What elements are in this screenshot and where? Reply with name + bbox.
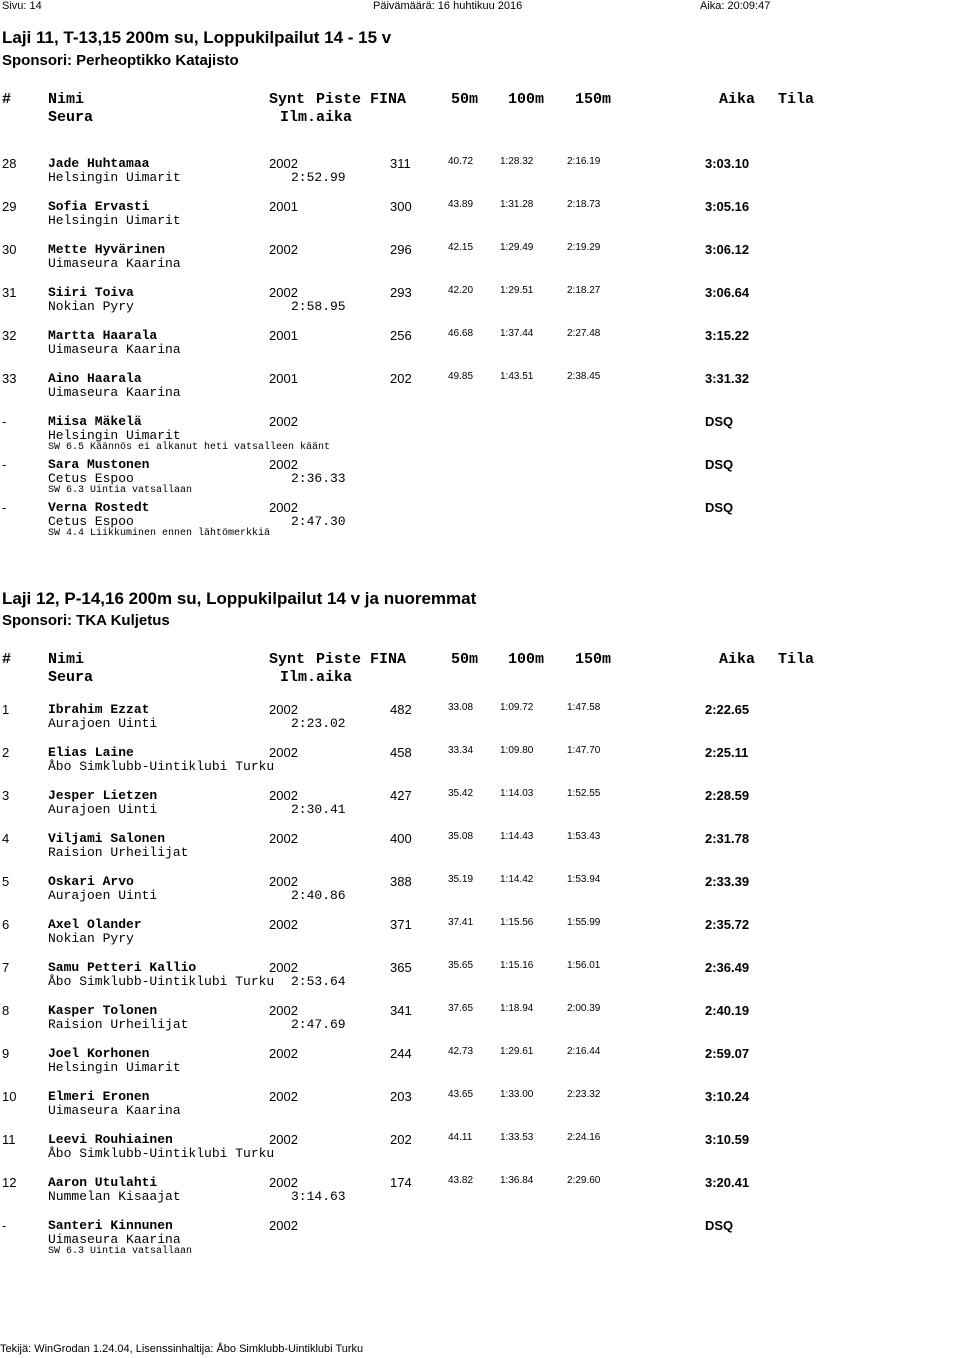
club-name: Helsingin Uimarit bbox=[48, 428, 181, 443]
split-150m: 1:56.01 bbox=[567, 960, 601, 971]
club-name: Helsingin Uimarit bbox=[48, 213, 181, 228]
result-entry bbox=[0, 831, 960, 871]
result-place: 32 bbox=[2, 328, 17, 343]
final-time: DSQ bbox=[705, 457, 734, 472]
split-100m: 1:28.32 bbox=[500, 156, 534, 167]
fina-points: 203 bbox=[390, 1089, 412, 1104]
print-time: Aika: 20:09:47 bbox=[700, 0, 771, 12]
split-100m: 1:29.61 bbox=[500, 1046, 534, 1057]
final-time: 2:31.78 bbox=[705, 831, 750, 846]
col-club: Seura bbox=[48, 109, 94, 126]
fina-points: 300 bbox=[390, 199, 412, 214]
swimmer-name: Elmeri Eronen bbox=[48, 1089, 150, 1104]
club-name: Uimaseura Kaarina bbox=[48, 1232, 181, 1247]
birth-year: 2002 bbox=[269, 242, 298, 257]
split-50m: 42.20 bbox=[448, 285, 474, 296]
swimmer-name: Martta Haarala bbox=[48, 328, 158, 343]
swimmer-name: Mette Hyvärinen bbox=[48, 242, 166, 257]
result-place: - bbox=[2, 414, 7, 429]
entry-time: 2:53.64 bbox=[291, 974, 346, 989]
split-50m: 37.41 bbox=[448, 917, 474, 928]
split-50m: 35.65 bbox=[448, 960, 474, 971]
birth-year: 2002 bbox=[269, 500, 298, 515]
birth-year: 2002 bbox=[269, 1089, 298, 1104]
split-50m: 35.08 bbox=[448, 831, 474, 842]
result-place: - bbox=[2, 500, 7, 515]
result-entry bbox=[0, 156, 960, 196]
swimmer-name: Elias Laine bbox=[48, 745, 134, 760]
result-entry bbox=[0, 371, 960, 411]
split-100m: 1:09.72 bbox=[500, 702, 534, 713]
result-entry bbox=[0, 457, 960, 497]
event-sponsor: Sponsori: Perheoptikko Katajisto bbox=[2, 52, 239, 69]
swimmer-name: Verna Rostedt bbox=[48, 500, 150, 515]
result-place: 9 bbox=[2, 1046, 10, 1061]
club-name: Åbo Simklubb-Uintiklubi Turku bbox=[48, 974, 275, 989]
fina-points: 256 bbox=[390, 328, 412, 343]
club-name: Åbo Simklubb-Uintiklubi Turku bbox=[48, 759, 275, 774]
result-place: 30 bbox=[2, 242, 17, 257]
swimmer-name: Leevi Rouhiainen bbox=[48, 1132, 173, 1147]
entry-time: 2:30.41 bbox=[291, 802, 346, 817]
print-date: Päivämäärä: 16 huhtikuu 2016 bbox=[373, 0, 523, 12]
col-entry-time: Ilm.aika bbox=[280, 109, 353, 126]
split-150m: 1:53.94 bbox=[567, 874, 601, 885]
col-name: Nimi bbox=[48, 651, 85, 668]
club-name: Cetus Espoo bbox=[48, 514, 134, 529]
event-title: Laji 11, T-13,15 200m su, Loppukilpailut 14 - 15 v bbox=[2, 28, 392, 47]
dsq-note: SW 6.3 Uintia vatsallaan bbox=[48, 1246, 193, 1257]
birth-year: 2002 bbox=[269, 1132, 298, 1147]
result-entry bbox=[0, 1132, 960, 1172]
swimmer-name: Sofia Ervasti bbox=[48, 199, 150, 214]
split-50m: 35.19 bbox=[448, 874, 474, 885]
split-150m: 2:00.39 bbox=[567, 1003, 601, 1014]
swimmer-name: Miisa Mäkelä bbox=[48, 414, 142, 429]
club-name: Uimaseura Kaarina bbox=[48, 385, 181, 400]
result-place: 12 bbox=[2, 1175, 17, 1190]
swimmer-name: Santeri Kinnunen bbox=[48, 1218, 173, 1233]
fina-points: 388 bbox=[390, 874, 412, 889]
birth-year: 2002 bbox=[269, 457, 298, 472]
split-50m: 33.34 bbox=[448, 745, 474, 756]
result-entry bbox=[0, 1218, 960, 1258]
fina-points: 427 bbox=[390, 788, 412, 803]
birth-year: 2002 bbox=[269, 156, 298, 171]
dsq-note: SW 4.4 Liikkuminen ennen lähtömerkkiä bbox=[48, 528, 271, 539]
split-50m: 35.42 bbox=[448, 788, 474, 799]
result-place: 2 bbox=[2, 745, 10, 760]
final-time: 3:05.16 bbox=[705, 199, 750, 214]
club-name: Uimaseura Kaarina bbox=[48, 342, 181, 357]
split-100m: 1:29.51 bbox=[500, 285, 534, 296]
birth-year: 2002 bbox=[269, 960, 298, 975]
entry-time: 3:14.63 bbox=[291, 1189, 346, 1204]
entry-time: 2:47.69 bbox=[291, 1017, 346, 1032]
split-100m: 1:14.43 bbox=[500, 831, 534, 842]
event-sponsor: Sponsori: TKA Kuljetus bbox=[2, 612, 170, 629]
club-name: Aurajoen Uinti bbox=[48, 888, 158, 903]
col-split100: 100m bbox=[508, 651, 545, 668]
split-50m: 37.65 bbox=[448, 1003, 474, 1014]
result-place: 1 bbox=[2, 702, 10, 717]
result-entry bbox=[0, 1046, 960, 1086]
final-time: 2:40.19 bbox=[705, 1003, 750, 1018]
split-50m: 40.72 bbox=[448, 156, 474, 167]
split-100m: 1:33.00 bbox=[500, 1089, 534, 1100]
final-time: DSQ bbox=[705, 500, 734, 515]
result-place: 3 bbox=[2, 788, 10, 803]
birth-year: 2002 bbox=[269, 917, 298, 932]
split-100m: 1:15.56 bbox=[500, 917, 534, 928]
split-100m: 1:18.94 bbox=[500, 1003, 534, 1014]
split-50m: 43.82 bbox=[448, 1175, 474, 1186]
result-entry bbox=[0, 960, 960, 1000]
birth-year: 2002 bbox=[269, 788, 298, 803]
col-year: Synt bbox=[269, 651, 306, 668]
split-150m: 2:18.27 bbox=[567, 285, 601, 296]
split-150m: 2:19.29 bbox=[567, 242, 601, 253]
birth-year: 2002 bbox=[269, 745, 298, 760]
column-header bbox=[0, 651, 960, 691]
column-header bbox=[0, 91, 960, 131]
club-name: Nummelan Kisaajat bbox=[48, 1189, 181, 1204]
birth-year: 2002 bbox=[269, 1218, 298, 1233]
fina-points: 311 bbox=[390, 156, 411, 171]
col-place: # bbox=[2, 651, 12, 668]
birth-year: 2002 bbox=[269, 831, 298, 846]
final-time: 3:10.59 bbox=[705, 1132, 750, 1147]
fina-points: 174 bbox=[390, 1175, 412, 1190]
result-entry bbox=[0, 788, 960, 828]
result-place: 4 bbox=[2, 831, 10, 846]
col-points: Piste FINA bbox=[316, 91, 407, 108]
entry-time: 2:47.30 bbox=[291, 514, 346, 529]
result-place: 5 bbox=[2, 874, 10, 889]
event-title: Laji 12, P-14,16 200m su, Loppukilpailut 14 v ja nuoremmat bbox=[2, 589, 477, 608]
split-50m: 49.85 bbox=[448, 371, 474, 382]
club-name: Nokian Pyry bbox=[48, 299, 134, 314]
page-header bbox=[0, 0, 960, 13]
swimmer-name: Jesper Lietzen bbox=[48, 788, 158, 803]
swimmer-name: Aino Haarala bbox=[48, 371, 142, 386]
col-split150: 150m bbox=[575, 91, 612, 108]
club-name: Aurajoen Uinti bbox=[48, 716, 158, 731]
split-150m: 1:47.70 bbox=[567, 745, 601, 756]
result-place: 10 bbox=[2, 1089, 17, 1104]
fina-points: 365 bbox=[390, 960, 412, 975]
col-points: Piste FINA bbox=[316, 651, 407, 668]
split-150m: 1:53.43 bbox=[567, 831, 601, 842]
split-150m: 2:23.32 bbox=[567, 1089, 601, 1100]
result-place: 11 bbox=[2, 1132, 16, 1147]
swimmer-name: Oskari Arvo bbox=[48, 874, 134, 889]
fina-points: 482 bbox=[390, 702, 412, 717]
final-time: 3:31.32 bbox=[705, 371, 750, 386]
split-150m: 1:52.55 bbox=[567, 788, 601, 799]
birth-year: 2001 bbox=[269, 371, 298, 386]
final-time: 2:35.72 bbox=[705, 917, 750, 932]
result-entry bbox=[0, 702, 960, 742]
birth-year: 2001 bbox=[269, 328, 298, 343]
split-150m: 2:24.16 bbox=[567, 1132, 601, 1143]
result-entry bbox=[0, 500, 960, 540]
result-place: - bbox=[2, 1218, 7, 1233]
result-entry bbox=[0, 199, 960, 239]
club-name: Raision Urheilijat bbox=[48, 845, 189, 860]
page-number: Sivu: 14 bbox=[2, 0, 42, 12]
swimmer-name: Aaron Utulahti bbox=[48, 1175, 158, 1190]
col-split100: 100m bbox=[508, 91, 545, 108]
entry-time: 2:52.99 bbox=[291, 170, 346, 185]
birth-year: 2002 bbox=[269, 1003, 298, 1018]
split-100m: 1:14.03 bbox=[500, 788, 534, 799]
result-entry bbox=[0, 285, 960, 325]
split-100m: 1:36.84 bbox=[500, 1175, 534, 1186]
club-name: Uimaseura Kaarina bbox=[48, 1103, 181, 1118]
result-place: 7 bbox=[2, 960, 10, 975]
final-time: 2:59.07 bbox=[705, 1046, 750, 1061]
col-final: Aika bbox=[719, 91, 756, 108]
result-place: 28 bbox=[2, 156, 17, 171]
club-name: Raision Urheilijat bbox=[48, 1017, 189, 1032]
result-entry bbox=[0, 874, 960, 914]
result-place: 33 bbox=[2, 371, 17, 386]
result-place: 29 bbox=[2, 199, 17, 214]
split-50m: 43.65 bbox=[448, 1089, 474, 1100]
final-time: 3:06.64 bbox=[705, 285, 750, 300]
birth-year: 2002 bbox=[269, 285, 298, 300]
result-place: 31 bbox=[2, 285, 17, 300]
split-100m: 1:43.51 bbox=[500, 371, 534, 382]
split-50m: 42.73 bbox=[448, 1046, 474, 1057]
final-time: 2:28.59 bbox=[705, 788, 750, 803]
col-club: Seura bbox=[48, 669, 94, 686]
fina-points: 458 bbox=[390, 745, 412, 760]
club-name: Åbo Simklubb-Uintiklubi Turku bbox=[48, 1146, 275, 1161]
split-150m: 2:29.60 bbox=[567, 1175, 601, 1186]
split-50m: 33.08 bbox=[448, 702, 474, 713]
fina-points: 371 bbox=[390, 917, 412, 932]
result-entry bbox=[0, 1003, 960, 1043]
swimmer-name: Joel Korhonen bbox=[48, 1046, 150, 1061]
entry-time: 2:58.95 bbox=[291, 299, 346, 314]
split-50m: 44.11 bbox=[448, 1132, 473, 1143]
col-split50: 50m bbox=[451, 651, 479, 668]
final-time: 2:33.39 bbox=[705, 874, 750, 889]
split-150m: 1:47.58 bbox=[567, 702, 601, 713]
final-time: 2:22.65 bbox=[705, 702, 750, 717]
final-time: 3:06.12 bbox=[705, 242, 750, 257]
split-100m: 1:15.16 bbox=[500, 960, 534, 971]
birth-year: 2002 bbox=[269, 1046, 298, 1061]
result-entry bbox=[0, 414, 960, 454]
fina-points: 202 bbox=[390, 371, 412, 386]
split-50m: 46.68 bbox=[448, 328, 474, 339]
swimmer-name: Samu Petteri Kallio bbox=[48, 960, 197, 975]
swimmer-name: Siiri Toiva bbox=[48, 285, 134, 300]
birth-year: 2002 bbox=[269, 702, 298, 717]
footer-text: Tekijä: WinGrodan 1.24.04, Lisenssinhaltija: Åbo Simklubb-Uintiklubi Turku bbox=[0, 1343, 364, 1355]
split-100m: 1:37.44 bbox=[500, 328, 534, 339]
final-time: 3:15.22 bbox=[705, 328, 750, 343]
club-name: Uimaseura Kaarina bbox=[48, 256, 181, 271]
club-name: Nokian Pyry bbox=[48, 931, 134, 946]
fina-points: 341 bbox=[390, 1003, 412, 1018]
col-year: Synt bbox=[269, 91, 306, 108]
result-place: 8 bbox=[2, 1003, 10, 1018]
entry-time: 2:40.86 bbox=[291, 888, 346, 903]
col-entry-time: Ilm.aika bbox=[280, 669, 353, 686]
final-time: 2:25.11 bbox=[705, 745, 749, 760]
result-place: - bbox=[2, 457, 7, 472]
fina-points: 296 bbox=[390, 242, 412, 257]
split-150m: 2:27.48 bbox=[567, 328, 601, 339]
final-time: 2:36.49 bbox=[705, 960, 750, 975]
fina-points: 244 bbox=[390, 1046, 412, 1061]
col-place: # bbox=[2, 91, 12, 108]
split-150m: 1:55.99 bbox=[567, 917, 601, 928]
birth-year: 2002 bbox=[269, 1175, 298, 1190]
birth-year: 2002 bbox=[269, 414, 298, 429]
split-50m: 43.89 bbox=[448, 199, 474, 210]
split-100m: 1:09.80 bbox=[500, 745, 534, 756]
swimmer-name: Sara Mustonen bbox=[48, 457, 150, 472]
split-150m: 2:16.44 bbox=[567, 1046, 601, 1057]
swimmer-name: Ibrahim Ezzat bbox=[48, 702, 150, 717]
result-entry bbox=[0, 745, 960, 785]
entry-time: 2:23.02 bbox=[291, 716, 346, 731]
result-entry bbox=[0, 242, 960, 282]
col-final: Aika bbox=[719, 651, 756, 668]
split-150m: 2:38.45 bbox=[567, 371, 601, 382]
fina-points: 293 bbox=[390, 285, 412, 300]
split-100m: 1:14.42 bbox=[500, 874, 534, 885]
final-time: 3:03.10 bbox=[705, 156, 750, 171]
result-entry bbox=[0, 917, 960, 957]
split-50m: 42.15 bbox=[448, 242, 474, 253]
col-split50: 50m bbox=[451, 91, 479, 108]
swimmer-name: Kasper Tolonen bbox=[48, 1003, 158, 1018]
final-time: 3:10.24 bbox=[705, 1089, 750, 1104]
swimmer-name: Jade Huhtamaa bbox=[48, 156, 150, 171]
club-name: Aurajoen Uinti bbox=[48, 802, 158, 817]
swimmer-name: Viljami Salonen bbox=[48, 831, 166, 846]
fina-points: 400 bbox=[390, 831, 412, 846]
result-place: 6 bbox=[2, 917, 10, 932]
col-status: Tila bbox=[778, 651, 815, 668]
dsq-note: SW 6.3 Uintia vatsallaan bbox=[48, 485, 193, 496]
final-time: 3:20.41 bbox=[705, 1175, 750, 1190]
club-name: Helsingin Uimarit bbox=[48, 1060, 181, 1075]
result-entry bbox=[0, 1175, 960, 1215]
col-name: Nimi bbox=[48, 91, 85, 108]
result-entry bbox=[0, 328, 960, 368]
entry-time: 2:36.33 bbox=[291, 471, 346, 486]
final-time: DSQ bbox=[705, 1218, 734, 1233]
birth-year: 2002 bbox=[269, 874, 298, 889]
split-100m: 1:33.53 bbox=[500, 1132, 534, 1143]
dsq-note: SW 6.5 Käännös ei alkanut heti vatsalleen käänt bbox=[48, 442, 331, 453]
swimmer-name: Axel Olander bbox=[48, 917, 142, 932]
split-150m: 2:16.19 bbox=[567, 156, 601, 167]
split-150m: 2:18.73 bbox=[567, 199, 601, 210]
birth-year: 2001 bbox=[269, 199, 298, 214]
split-100m: 1:31.28 bbox=[500, 199, 534, 210]
club-name: Helsingin Uimarit bbox=[48, 170, 181, 185]
col-status: Tila bbox=[778, 91, 815, 108]
split-100m: 1:29.49 bbox=[500, 242, 534, 253]
club-name: Cetus Espoo bbox=[48, 471, 134, 486]
col-split150: 150m bbox=[575, 651, 612, 668]
fina-points: 202 bbox=[390, 1132, 412, 1147]
final-time: DSQ bbox=[705, 414, 734, 429]
result-entry bbox=[0, 1089, 960, 1129]
